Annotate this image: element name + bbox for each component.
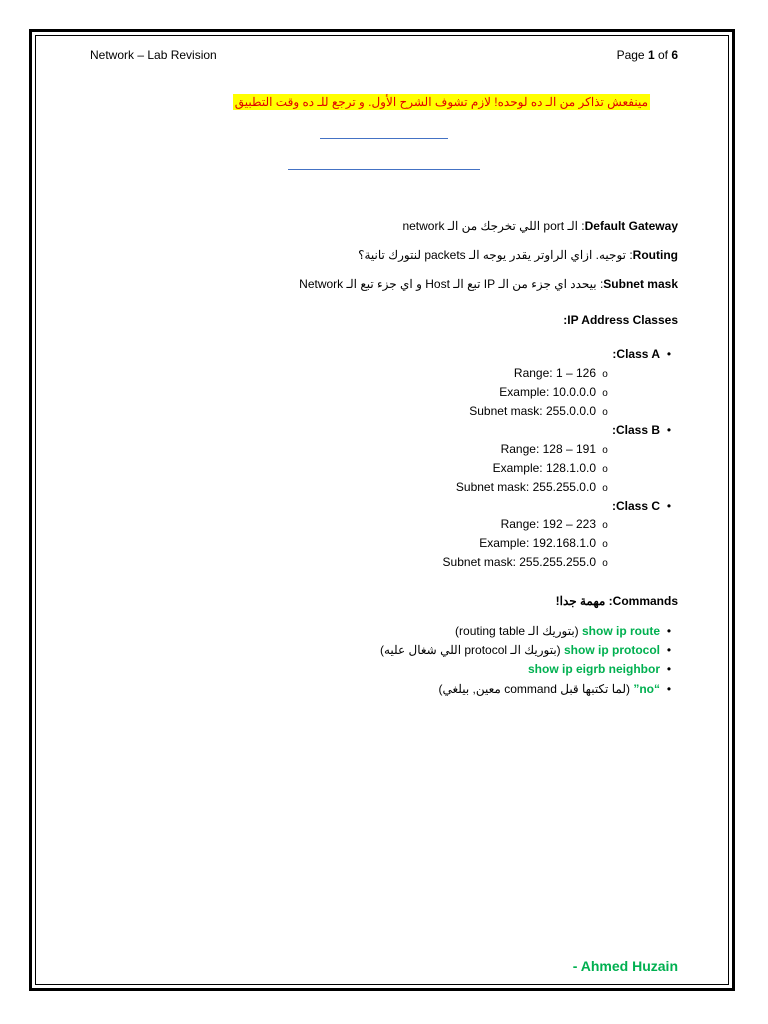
- header-title: Network – Lab Revision: [90, 48, 217, 62]
- link-underline[interactable]: [288, 169, 480, 170]
- class-a-example: oExample: 10.0.0.0: [499, 385, 608, 399]
- class-c-mask: oSubnet mask: 255.255.255.0: [442, 555, 608, 569]
- class-a-heading: •Class A:: [612, 347, 672, 361]
- link-underline[interactable]: [320, 138, 448, 139]
- command-item: •show ip route (بتوريك الـ routing table): [455, 624, 672, 638]
- warning-notice: مينفعش تذاكر من الـ ده لوحده! لازم تشوف الشرح الأول. و ترجع للـ ده وقت التطبيق: [234, 95, 648, 109]
- class-b-heading: •Class B:: [611, 423, 672, 437]
- section-heading-commands: Commands: مهمة جدا!: [555, 594, 678, 608]
- page-number: Page 1 of 6: [616, 48, 678, 62]
- class-b-range: oRange: 128 – 191: [500, 442, 608, 456]
- class-b-example: oExample: 128.1.0.0: [492, 461, 608, 475]
- class-c-heading: •Class C:: [611, 499, 672, 513]
- class-c-example: oExample: 192.168.1.0: [479, 536, 608, 550]
- class-a-mask: oSubnet mask: 255.0.0.0: [469, 404, 608, 418]
- command-item: •“no” (لما تكتبها قبل command معين, بيلغي): [438, 682, 672, 696]
- definition-default-gateway: Default Gateway: الـ port اللي تخرجك من الـ network: [402, 219, 678, 233]
- definition-subnet-mask: Subnet mask: بيحدد اي جزء من الـ IP تبع الـ Host و اي جزء تبع الـ Network: [299, 277, 678, 291]
- author-signature: - Ahmed Huzain: [572, 958, 678, 974]
- command-item: •show ip eigrb neighbor: [528, 662, 672, 676]
- section-heading-ip-classes: IP Address Classes:: [563, 313, 678, 327]
- class-a-range: oRange: 1 – 126: [513, 366, 608, 380]
- class-b-mask: oSubnet mask: 255.255.0.0: [455, 480, 608, 494]
- definition-routing: Routing: توجيه. ازاي الراوتر يقدر يوجه الـ packets لنتورك تانية؟: [358, 248, 678, 262]
- class-c-range: oRange: 192 – 223: [500, 517, 608, 531]
- command-item: •show ip protocol (بتوريك الـ protocol اللي شغال عليه): [380, 643, 672, 657]
